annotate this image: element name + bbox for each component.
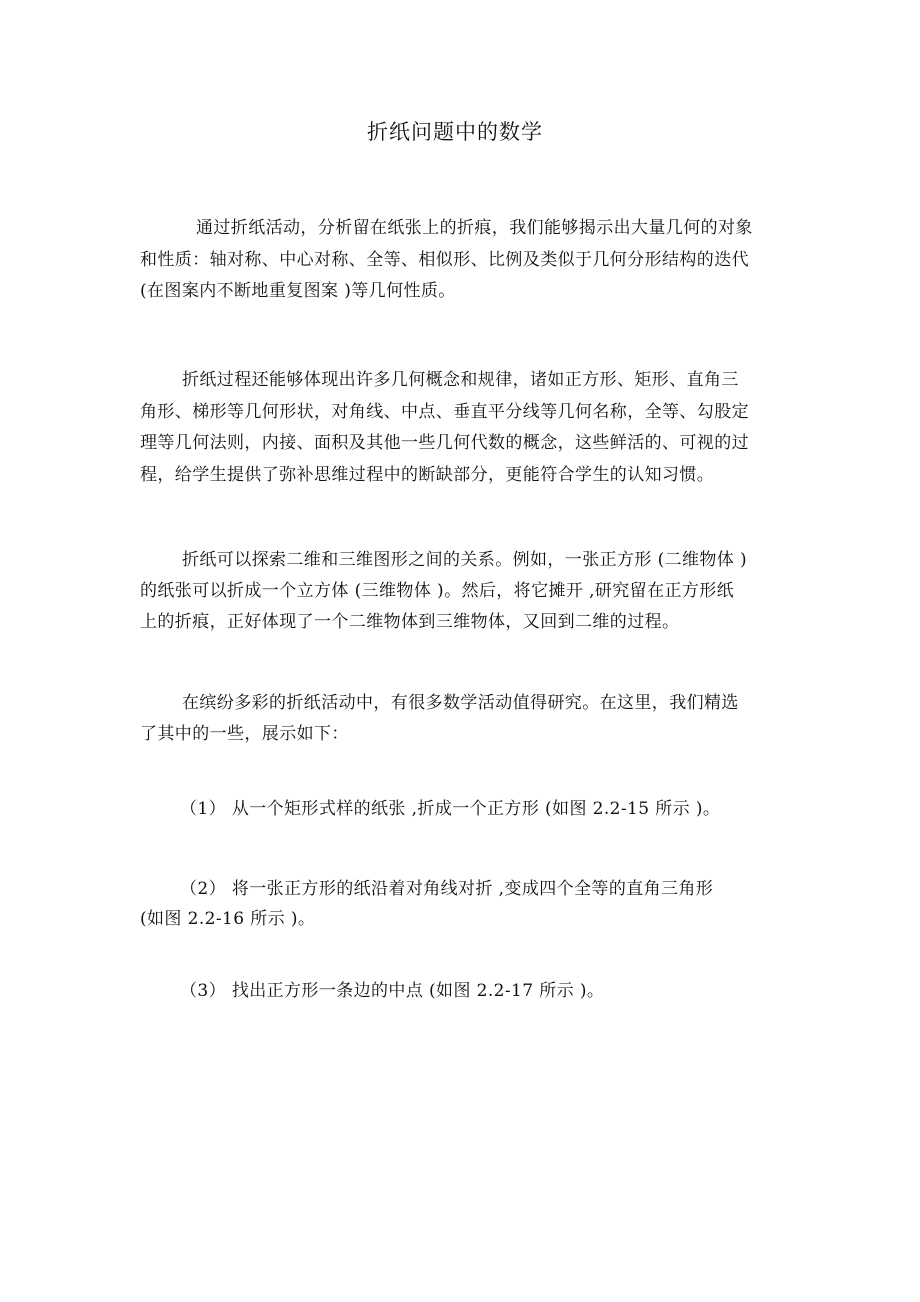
paragraph-line: （3） 找出正方形一条边的中点 (如图 2.2-17 所示 )。 (180, 981, 605, 1001)
paragraph-line: 通过折纸活动，分析留在纸张上的折痕，我们能够揭示出大量几何的对象 (196, 218, 753, 238)
paragraph-line: 折纸过程还能够体现出许多几何概念和规律，诸如正方形、矩形、直角三 (182, 370, 739, 390)
paragraph-line: 了其中的一些，展示如下： (140, 724, 349, 744)
document-title: 折纸问题中的数学 (367, 120, 543, 144)
paragraph-line: 的纸张可以折成一个立方体 (三维物体 )。然后，将它摊开 ,研究留在正方形纸 (140, 581, 735, 601)
paragraph-line: 折纸可以探索二维和三维图形之间的关系。例如，一张正方形 (二维物体 ) (182, 550, 748, 570)
paragraph-line: 在缤纷多彩的折纸活动中，有很多数学活动值得研究。在这里，我们精选 (182, 693, 739, 713)
paragraph-line: 和性质：轴对称、中心对称、全等、相似形、比例及类似于几何分形结构的迭代 (140, 250, 749, 270)
paragraph-line: 程，给学生提供了弥补思维过程中的断缺部分，更能符合学生的认知习惯。 (140, 465, 715, 485)
paragraph-line: 角形、梯形等几何形状，对角线、中点、垂直平分线等几何名称，全等、勾股定 (140, 402, 749, 422)
paragraph-line: 理等几何法则，内接、面积及其他一些几何代数的概念，这些鲜活的、可视的过 (140, 433, 749, 453)
paragraph-line: （1） 从一个矩形式样的纸张 ,折成一个正方形 (如图 2.2-15 所示 )。 (180, 799, 721, 819)
paragraph-line: (在图案内不断地重复图案 )等几何性质。 (140, 281, 456, 301)
paragraph-line: 上的折痕，正好体现了一个二维物体到三维物体，又回到二维的过程。 (140, 612, 680, 632)
paragraph-line: （2） 将一张正方形的纸沿着对角线对折 ,变成四个全等的直角三角形 (180, 879, 714, 899)
paragraph-line: (如图 2.2-16 所示 )。 (140, 909, 316, 929)
